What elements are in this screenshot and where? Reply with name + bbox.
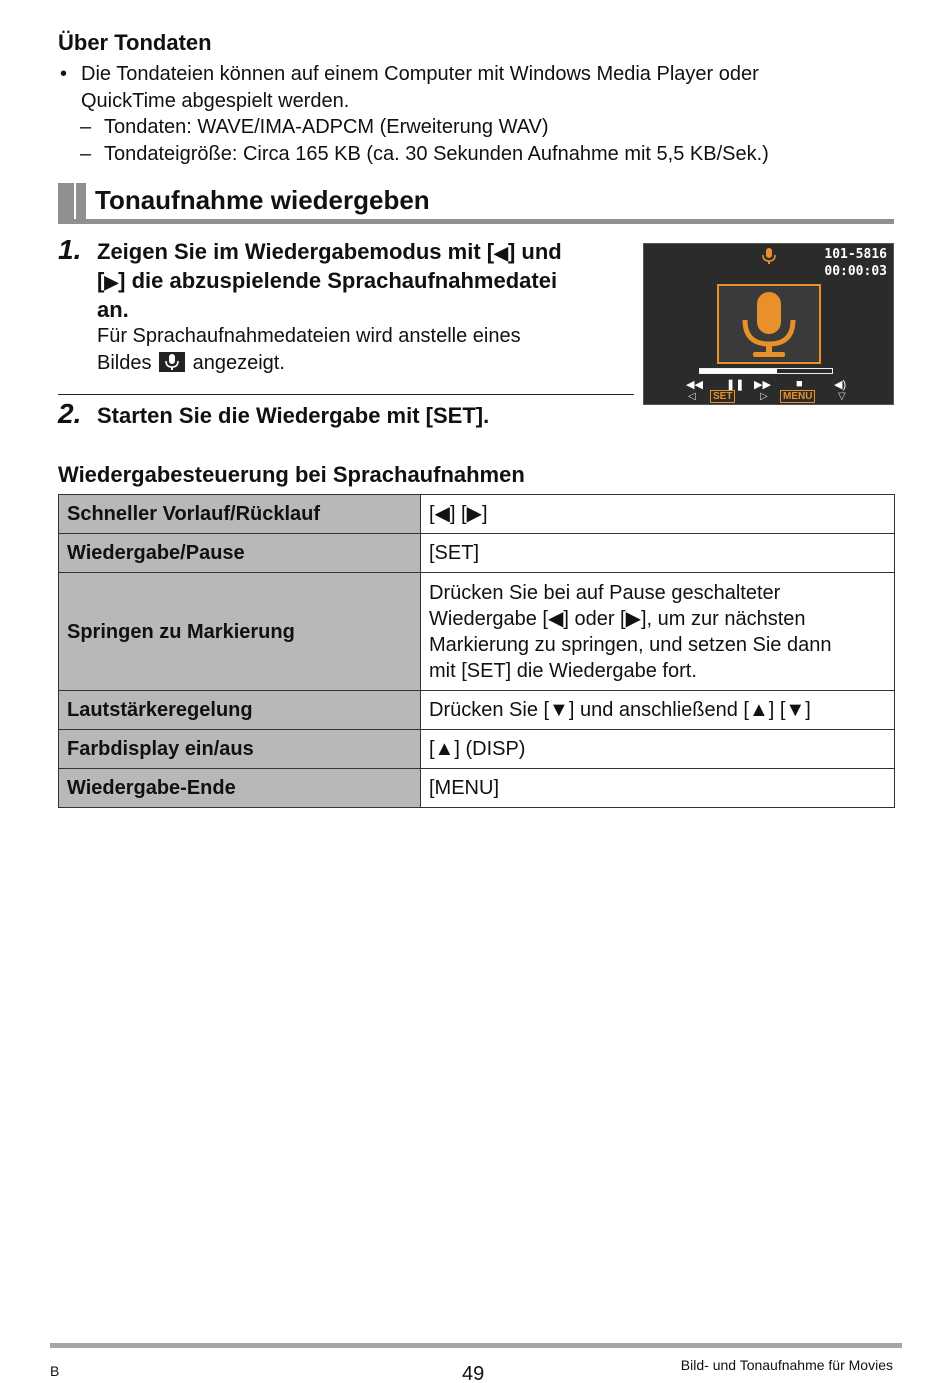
pause-icon: ❚❚ <box>726 379 745 391</box>
control-value-line: mit [SET] die Wiedergabe fort. <box>429 659 697 682</box>
table-row <box>59 691 895 730</box>
volume-icon: ◀) <box>834 379 847 391</box>
file-info <box>824 246 887 280</box>
right-arrow-icon: ▶ <box>104 272 119 292</box>
footer-rule <box>50 1343 902 1348</box>
control-label: Schneller Vorlauf/Rücklauf <box>59 495 421 534</box>
step-1-body <box>97 323 521 377</box>
footer-language-code: B <box>50 1363 60 1379</box>
menu-key-label: MENU <box>780 390 815 403</box>
camera-screen <box>643 243 894 405</box>
section-marker <box>76 183 86 223</box>
controls-table-title: Wiedergabesteuerung bei Sprachaufnahmen <box>58 462 525 487</box>
step-1-body-line-2a: Bildes <box>97 352 152 374</box>
tondaten-dash-2: – Tondateigröße: Circa 165 KB (ca. 30 Sekunden Aufnahme mit 5,5 KB/Sek.) <box>80 143 769 165</box>
step-2-title: Starten Sie die Wiedergabe mit [SET]. <box>97 403 490 428</box>
section-marker <box>58 183 74 223</box>
step-1-body-line-1: Für Sprachaufnahmedateien wird anstelle eines <box>97 325 521 347</box>
tondaten-heading: Über Tondaten <box>58 30 212 55</box>
left-key-icon: ◁ <box>688 391 696 402</box>
step-1-number: 1. <box>58 234 82 265</box>
table-row <box>59 769 895 808</box>
section-rule <box>58 219 894 224</box>
file-number: 101-5816 <box>824 247 887 262</box>
footer-chapter-title: Bild- und Tonaufnahme für Movies <box>680 1357 893 1373</box>
control-value <box>421 573 895 691</box>
control-value: [MENU] <box>421 769 895 808</box>
dash-2-text: Tondateigröße: Circa 165 KB (ca. 30 Sekunden Aufnahme mit 5,5 KB/Sek.) <box>104 143 769 165</box>
control-value-line: Markierung zu springen, und setzen Sie dann <box>429 633 832 656</box>
table-row <box>59 573 895 691</box>
controls-table <box>58 494 895 808</box>
control-value-line: Drücken Sie bei auf Pause geschalteter <box>429 581 781 604</box>
step-separator <box>58 394 634 395</box>
control-value: [◀] [▶] <box>421 495 895 534</box>
control-label: Farbdisplay ein/aus <box>59 730 421 769</box>
table-row <box>59 495 895 534</box>
step-1-title: Zeigen Sie im Wiedergabemodus mit [◀] und [▶] die abzuspielende Sprachaufnahmedatei an. <box>97 239 562 322</box>
audio-thumbnail <box>717 284 821 364</box>
right-key-icon: ▷ <box>760 391 768 402</box>
step-1-body-line-2b: angezeigt. <box>192 352 285 374</box>
bullet-line-2: QuickTime abgespielt werden. <box>81 89 350 112</box>
page-number: 49 <box>462 1363 485 1383</box>
control-value: Drücken Sie [▼] und anschließend [▲] [▼] <box>421 691 895 730</box>
progress-fill <box>700 369 777 373</box>
bullet-dot: • <box>60 63 68 85</box>
control-value-line: Wiedergabe [◀] oder [▶], um zur nächsten <box>429 607 806 630</box>
microphone-icon <box>159 352 185 372</box>
control-label: Wiedergabe-Ende <box>59 769 421 808</box>
control-label: Springen zu Markierung <box>59 573 421 691</box>
left-arrow-icon: ◀ <box>494 243 508 263</box>
control-label: Lautstärkeregelung <box>59 691 421 730</box>
rewind-icon: ◀◀ <box>686 379 703 391</box>
section-title: Tonaufnahme wiedergeben <box>95 185 430 215</box>
control-value: [SET] <box>421 534 895 573</box>
tondaten-dash-1: – Tondaten: WAVE/IMA-ADPCM (Erweiterung WAV) <box>80 116 549 138</box>
down-key-icon: ▽ <box>838 391 846 402</box>
microphone-icon <box>719 286 819 362</box>
playback-progress <box>699 368 833 374</box>
step-2-number: 2. <box>58 398 82 429</box>
stop-icon: ■ <box>796 378 803 390</box>
control-value: [▲] (DISP) <box>421 730 895 769</box>
dash-1-text: Tondaten: WAVE/IMA-ADPCM (Erweiterung WAV) <box>104 116 549 138</box>
microphone-icon <box>761 247 777 265</box>
section-header <box>58 183 894 225</box>
table-row <box>59 730 895 769</box>
control-label: Wiedergabe/Pause <box>59 534 421 573</box>
playback-time: 00:00:03 <box>824 264 887 279</box>
set-key-label: SET <box>710 390 735 403</box>
table-row <box>59 534 895 573</box>
fast-forward-icon: ▶▶ <box>754 379 771 391</box>
bullet-line-1: Die Tondateien können auf einem Computer mit Windows Media Player oder <box>81 63 759 85</box>
tondaten-bullet <box>60 61 890 114</box>
